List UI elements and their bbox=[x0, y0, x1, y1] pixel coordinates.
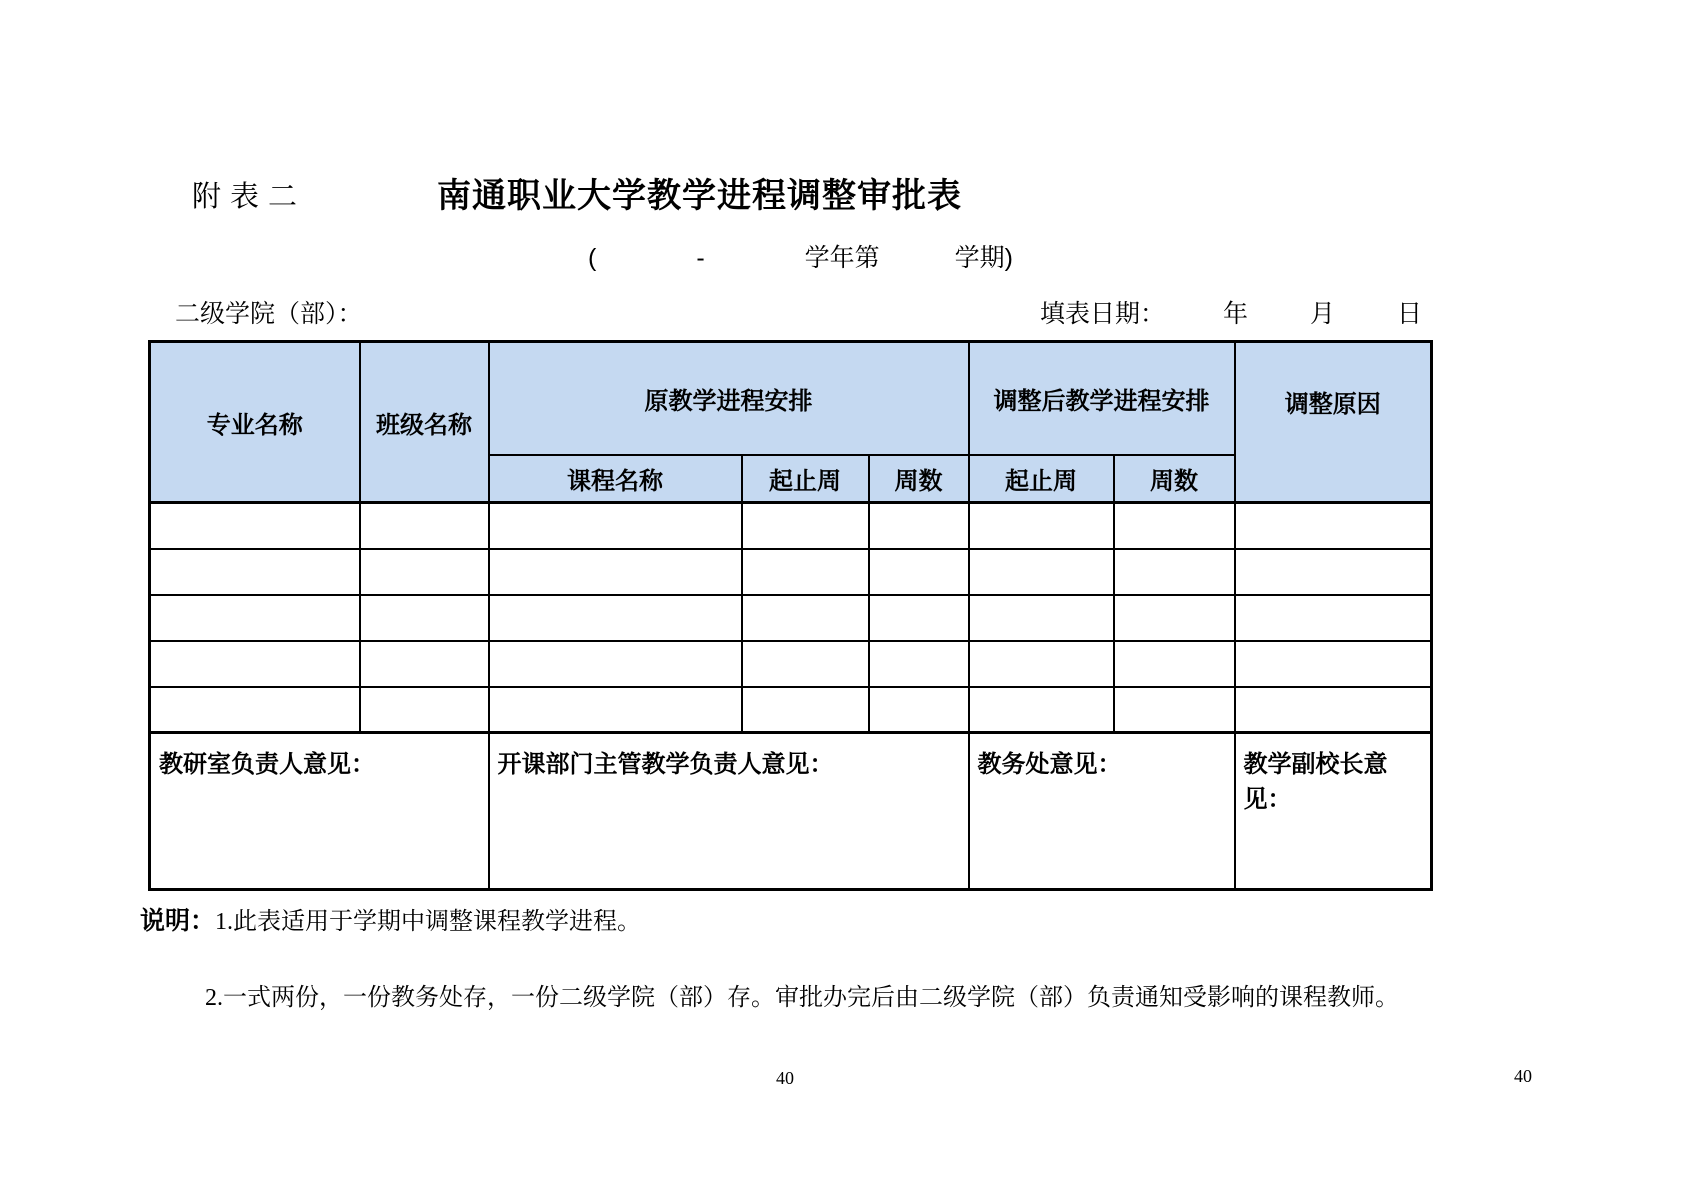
header-reason: 调整原因 bbox=[1235, 342, 1432, 503]
empty-cell bbox=[489, 641, 742, 687]
empty-cell bbox=[869, 595, 969, 641]
empty-cell bbox=[360, 641, 489, 687]
empty-cell bbox=[1114, 549, 1235, 595]
empty-cell bbox=[742, 503, 869, 549]
empty-cell bbox=[1114, 503, 1235, 549]
empty-cell bbox=[969, 687, 1114, 733]
notes-section bbox=[140, 901, 1399, 1011]
empty-cell bbox=[969, 595, 1114, 641]
signature-row bbox=[150, 733, 1432, 890]
empty-cell bbox=[742, 641, 869, 687]
empty-cell bbox=[869, 549, 969, 595]
empty-cell bbox=[1235, 503, 1432, 549]
header-start-end-week-original: 起止周 bbox=[742, 455, 869, 503]
empty-cell bbox=[489, 595, 742, 641]
empty-cell bbox=[1235, 595, 1432, 641]
empty-cell bbox=[742, 595, 869, 641]
empty-cell bbox=[969, 503, 1114, 549]
empty-cell bbox=[1114, 641, 1235, 687]
date-day-label: 日 bbox=[1397, 300, 1423, 328]
note-item-2: 2.一式两份，一份教务处存，一份二级学院（部）存。审批办完后由二级学院（部）负责通知受影响的课程教师。 bbox=[205, 985, 1399, 1011]
empty-table-row bbox=[150, 687, 1432, 733]
fill-date-line bbox=[1040, 294, 1422, 330]
empty-cell bbox=[360, 595, 489, 641]
empty-cell bbox=[1235, 641, 1432, 687]
empty-table-row bbox=[150, 641, 1432, 687]
note-line-1 bbox=[140, 901, 641, 937]
empty-cell bbox=[489, 503, 742, 549]
empty-table-row bbox=[150, 503, 1432, 549]
empty-cell bbox=[1235, 549, 1432, 595]
header-adjusted-group: 调整后教学进程安排 bbox=[969, 342, 1235, 455]
header-class-name: 班级名称 bbox=[360, 342, 489, 503]
empty-cell bbox=[869, 641, 969, 687]
header-course-name: 课程名称 bbox=[489, 455, 742, 503]
signature-department-head-opinion: 开课部门主管教学负责人意见： bbox=[489, 733, 969, 890]
page-title: 南通职业大学教学进程调整审批表 bbox=[437, 177, 962, 215]
academic-year-subtitle: ( - 学年第 学期) bbox=[588, 244, 1013, 272]
note-item-1: 1.此表适用于学期中调整课程教学进程。 bbox=[215, 909, 642, 935]
empty-table-row bbox=[150, 595, 1432, 641]
empty-cell bbox=[742, 687, 869, 733]
header-original-group: 原教学进程安排 bbox=[489, 342, 969, 455]
signature-vice-president-opinion: 教学副校长意见： bbox=[1235, 733, 1432, 890]
empty-cell bbox=[969, 641, 1114, 687]
page-number-right: 40 bbox=[1514, 1066, 1532, 1086]
empty-cell bbox=[1114, 687, 1235, 733]
empty-cell bbox=[969, 549, 1114, 595]
signature-academic-affairs-opinion: 教务处意见： bbox=[969, 733, 1235, 890]
empty-cell bbox=[360, 503, 489, 549]
college-label: 二级学院（部）： bbox=[175, 300, 363, 328]
empty-cell bbox=[1235, 687, 1432, 733]
header-start-end-week-adjusted: 起止周 bbox=[969, 455, 1114, 503]
approval-table bbox=[148, 340, 1433, 891]
empty-cell bbox=[742, 549, 869, 595]
empty-cell bbox=[360, 549, 489, 595]
signature-teaching-office-opinion: 教研室负责人意见： bbox=[150, 733, 489, 890]
empty-cell bbox=[489, 687, 742, 733]
empty-cell bbox=[150, 687, 360, 733]
header-weeks-adjusted: 周数 bbox=[1114, 455, 1235, 503]
header-major: 专业名称 bbox=[150, 342, 360, 503]
empty-cell bbox=[869, 503, 969, 549]
empty-cell bbox=[1114, 595, 1235, 641]
attachment-label: 附表二 bbox=[192, 181, 307, 213]
empty-cell bbox=[150, 503, 360, 549]
notes-label: 说明： bbox=[140, 907, 216, 935]
date-year-label: 年 bbox=[1223, 300, 1249, 328]
empty-cell bbox=[869, 687, 969, 733]
empty-cell bbox=[150, 641, 360, 687]
empty-cell bbox=[360, 687, 489, 733]
date-month-label: 月 bbox=[1310, 300, 1336, 328]
empty-cell bbox=[150, 549, 360, 595]
fill-date-label: 填表日期： bbox=[1040, 300, 1166, 328]
header-weeks-original: 周数 bbox=[869, 455, 969, 503]
empty-table-row bbox=[150, 549, 1432, 595]
empty-cell bbox=[489, 549, 742, 595]
empty-cell bbox=[150, 595, 360, 641]
page-number-center: 40 bbox=[776, 1068, 794, 1088]
